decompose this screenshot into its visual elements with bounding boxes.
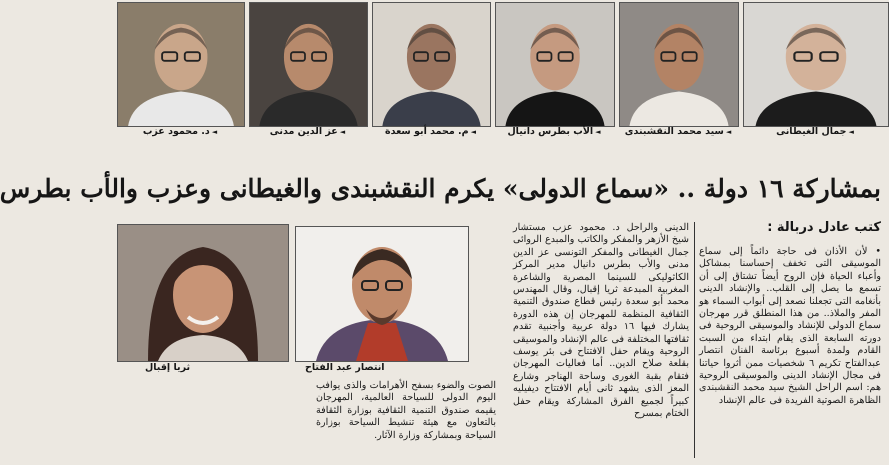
caption-marker-icon: ◄ [595, 128, 601, 136]
byline: كتب عادل دربالة : [767, 220, 881, 235]
portrait-photo [117, 2, 245, 127]
portrait-photo [372, 2, 491, 127]
paragraph: الصوت والضوء بسفح الأهرامات والذى يوافب اليوم الدولى للسياحة العالمية، المهرجان يقيمه صندوق التنمية الثقافية بوزارة الثقافة بالتعاون مع هيئة تنشيط السياحة بوزارة السياحة وبمشاركة وزارة الآثار. [316, 380, 496, 441]
paragraph: الدينى والراحل د. محمود عزب مستشار شيخ الأزهر والمفكر والكاتب والمبدع الروائى جمال الغيطانى والمفكر التونسى عز الدين مدنى والأب بطرس دانيال مدير المركز الكاثوليكى للسينما المصرية والشاعرة المغربية المبدعة ثريا إقبال، وقال المهندس محمد أبو سعدة رئيس قطاع صندوق التنمية الثقافية المنظمة للمهرجان إن هذه الدورة يشارك فيها ١٦ دولة عربية وأجنبية تقدم ثقافتها المختلفة فى عالم الإنشاد والموسيقى الروحية ويقام حفل الافتتاح فى بئر يوسف بقلعة صلاح الدين.. أما فعاليات المهرجان فتقام بقبة الغورى وساحة الهناجر وشارع المعز الذى يشهد ثانى أيام الافتتاح ديفيليه كبيراً لجميع الفرق المشاركة ويقام حفل الختام بمسرح [513, 222, 689, 420]
article-column-3 [316, 380, 496, 442]
portrait-photo [495, 2, 615, 127]
portrait-photo [743, 2, 889, 127]
caption-marker-icon: ◄ [211, 128, 218, 136]
photo-caption-intisar: انتصار عبد الفتاح [305, 362, 385, 373]
portrait-caption [372, 126, 489, 142]
column-divider [694, 222, 695, 458]
portrait-photo [619, 2, 739, 127]
portrait-caption [495, 126, 613, 142]
caption-text: م. محمد أبو سعدة [384, 126, 469, 137]
caption-marker-icon: ◄ [470, 128, 477, 136]
photo-caption-thuraya: ثريا إقبال [145, 362, 191, 373]
article-column-2 [513, 222, 689, 420]
photo-thuraya-iqbal [117, 224, 289, 362]
article-headline: بمشاركة ١٦ دولة .. «سماع الدولى» يكرم النقشبندى والغيطانى وعزب والأب بطرس [0, 174, 881, 203]
portrait-caption [743, 126, 887, 142]
photo-intisar-abdelfattah [295, 226, 469, 362]
caption-text: الأب بطرس دانيال [507, 126, 594, 137]
caption-marker-icon: ◄ [339, 128, 346, 136]
caption-text: عز الدين مدنى [269, 126, 338, 137]
portrait-caption [619, 126, 737, 142]
portrait-photo [249, 2, 368, 127]
caption-text: د. محمود عزب [142, 126, 210, 137]
portrait-caption [249, 126, 366, 142]
caption-marker-icon: ◄ [725, 128, 732, 136]
paragraph: • لأن الأذان فى حاجة دائماً إلى سماع الموسيقى التى تخفف إحساسنا بمشاكل وأعباء الحياة فإن الروح أيضاً تشتاق إلى أن تسمع ما يصل إلى القلب.. والإنشاد الدينى بأنغامه التى تجعلنا نصعد إلى أبواب السماء هو المفر والملاذ.. من هذا المنطلق قرر مهرجان سماع الدولى للإنشاد والموسيقى الروحية فى دورته السابعة الذى يقام ابتداء من السبت القادم ولمدة أسبوع برئاسة الفنان انتصار عبدالفتاح تكريم ٦ شخصيات ممن أثروا حياتنا فى مجال الإنشاد الدينى والموسيقى الروحية هم: اسم الراحل الشيخ سيد محمد النقشبندى الظاهرة الصوتية الفريدة فى عالم الإنشاد [699, 246, 881, 406]
caption-text: جمال الغيطانى [776, 126, 847, 137]
portrait-caption [117, 126, 243, 142]
caption-text: سيد محمد النقشبندى [624, 126, 724, 137]
caption-marker-icon: ◄ [848, 128, 854, 136]
article-column-1 [699, 246, 881, 407]
